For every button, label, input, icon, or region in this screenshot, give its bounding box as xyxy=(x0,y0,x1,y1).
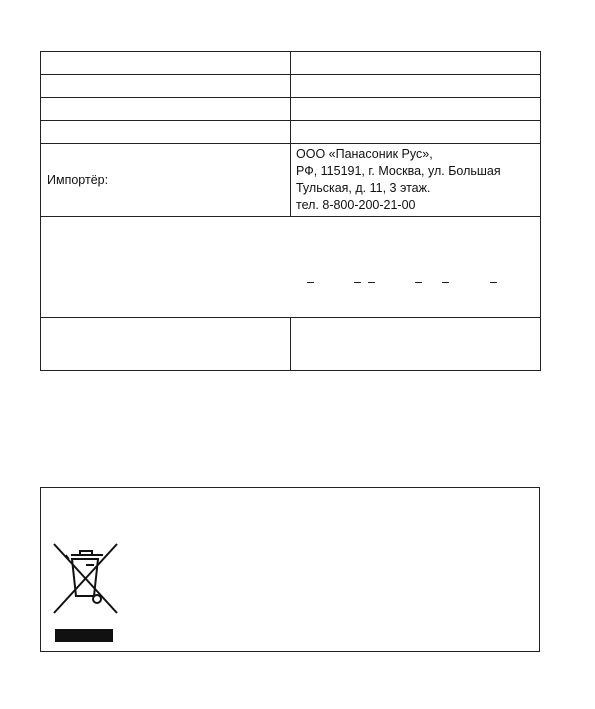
importer-name: ООО «Панасоник Рус», xyxy=(296,147,433,161)
table-row xyxy=(41,52,541,75)
table-cell xyxy=(41,98,291,121)
table-cell xyxy=(291,318,541,371)
table-cell xyxy=(291,98,541,121)
importer-label: Импортёр: xyxy=(41,144,291,217)
table-cell xyxy=(41,75,291,98)
table-row xyxy=(41,75,541,98)
product-info-table xyxy=(40,51,541,371)
dash-mark xyxy=(490,282,497,283)
crossed-out-wheelie-bin-icon xyxy=(49,540,121,618)
black-bar xyxy=(55,629,113,642)
table-cell xyxy=(291,52,541,75)
dash-mark xyxy=(415,282,422,283)
dash-mark xyxy=(354,282,361,283)
disposal-info-box xyxy=(40,487,540,652)
dash-mark xyxy=(368,282,375,283)
table-row xyxy=(41,318,541,371)
importer-value xyxy=(291,144,541,217)
importer-row xyxy=(41,144,541,217)
dash-mark xyxy=(442,282,449,283)
table-cell xyxy=(291,75,541,98)
table-cell xyxy=(291,121,541,144)
table-row xyxy=(41,121,541,144)
table-cell xyxy=(41,318,291,371)
importer-address-line-1: РФ, 115191, г. Москва, ул. Большая xyxy=(296,164,501,178)
dash-mark xyxy=(307,282,314,283)
importer-phone: тел. 8-800-200-21-00 xyxy=(296,198,416,212)
table-cell xyxy=(41,121,291,144)
table-cell xyxy=(41,52,291,75)
table-row xyxy=(41,217,541,318)
table-row xyxy=(41,98,541,121)
spanning-cell xyxy=(41,217,541,318)
importer-address-line-2: Тульская, д. 11, 3 этаж. xyxy=(296,181,431,195)
